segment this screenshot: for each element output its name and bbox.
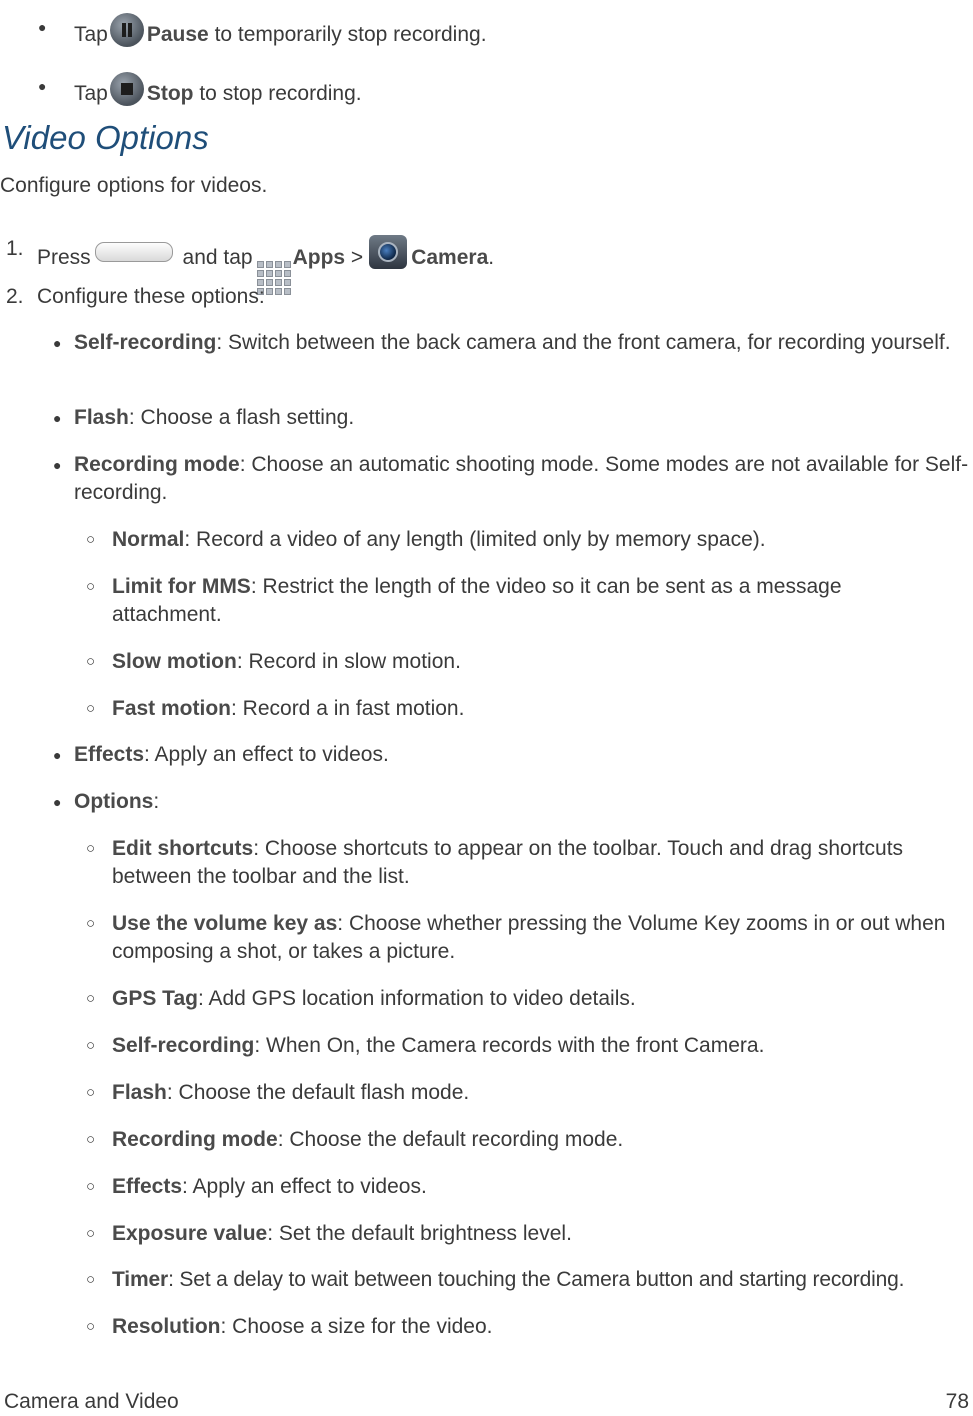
mode-description: : Record a in fast motion. [231, 697, 465, 720]
sub-option-term: Use the volume key as [112, 912, 338, 935]
option-term: Recording mode [74, 453, 240, 476]
option-description: : Choose a flash setting. [128, 406, 355, 429]
option-term: Self-recording [74, 331, 217, 354]
mode-description: : Record a video of any length (limited only by memory space). [184, 528, 766, 551]
section-title: Video Options [2, 119, 209, 156]
circle-bullet: ○ [86, 653, 96, 670]
circle-bullet: ○ [86, 1318, 96, 1335]
sub-option-term: Timer [112, 1268, 169, 1291]
mode-limit-mms [112, 573, 882, 629]
tap-text: Tap [74, 82, 108, 105]
mode-description: : Restrict the length of the video so it can be sent as a message attachment. [112, 575, 842, 626]
option-effects [74, 741, 389, 769]
bullet-dot: ● [38, 19, 47, 35]
press-text: Press [37, 246, 91, 269]
circle-bullet: ○ [86, 700, 96, 717]
sub-option-resolution [112, 1313, 493, 1341]
mode-term: Normal [112, 528, 185, 551]
tap-text: Tap [74, 23, 108, 46]
option-description: : [153, 790, 160, 813]
sub-option-description: : When On, the Camera records with the front Camera. [254, 1034, 765, 1057]
circle-bullet: ○ [86, 1037, 96, 1054]
sub-option-term: GPS Tag [112, 987, 198, 1010]
sub-option-self-recording [112, 1032, 764, 1060]
circle-bullet: ○ [86, 578, 96, 595]
mode-term: Limit for MMS [112, 575, 251, 598]
page-number: 78 [945, 1390, 969, 1413]
stop-label: Stop [146, 82, 194, 105]
mode-description: : Record in slow motion. [236, 650, 461, 673]
mode-term: Slow motion [112, 650, 237, 673]
mode-normal [112, 526, 766, 554]
pause-icon [110, 13, 144, 47]
sub-option-timer [112, 1266, 904, 1294]
mode-slow-motion [112, 648, 461, 676]
sub-option-term: Self-recording [112, 1034, 255, 1057]
stop-instruction [74, 72, 362, 108]
circle-bullet: ○ [86, 531, 96, 548]
mode-fast-motion [112, 695, 464, 723]
sub-option-exposure-value [112, 1220, 572, 1248]
sub-option-description: : Choose the default recording mode. [277, 1128, 624, 1151]
option-recording-mode [74, 451, 969, 507]
circle-bullet: ○ [86, 1084, 96, 1101]
pause-label: Pause [146, 23, 209, 46]
and-tap-text: and tap [176, 246, 253, 269]
circle-bullet: ○ [86, 1271, 96, 1288]
bullet-dot: ● [53, 794, 62, 810]
option-term: Options [74, 790, 154, 813]
option-flash [74, 404, 354, 432]
step-2: Configure these options: [37, 285, 265, 308]
bullet-dot: ● [53, 335, 62, 351]
sub-option-term: Effects [112, 1175, 183, 1198]
bullet-dot: ● [38, 78, 47, 94]
step-number-2: 2. [6, 285, 24, 308]
mode-term: Fast motion [112, 697, 231, 720]
bullet-dot: ● [53, 457, 62, 473]
option-term: Flash [74, 406, 129, 429]
option-term: Effects [74, 743, 145, 766]
sub-option-edit-shortcuts [112, 835, 962, 891]
sub-option-description: : Choose whether pressing the Volume Key zooms in or out when composing a shot, or takes a picture. [112, 912, 946, 963]
footer-section-name: Camera and Video [4, 1390, 179, 1413]
circle-bullet: ○ [86, 915, 96, 932]
sub-option-description: : Add GPS location information to video details. [197, 987, 636, 1010]
option-description: : Apply an effect to videos. [144, 743, 389, 766]
sub-option-flash [112, 1079, 469, 1107]
period: . [488, 246, 495, 269]
sub-option-description: : Set a delay to wait between touching the Camera button and starting recording. [168, 1268, 905, 1291]
circle-bullet: ○ [86, 990, 96, 1007]
stop-description: to stop recording. [193, 82, 362, 105]
sub-option-description: : Set the default brightness level. [267, 1222, 572, 1245]
sub-option-term: Resolution [112, 1315, 221, 1338]
circle-bullet: ○ [86, 1178, 96, 1195]
home-key-icon [95, 242, 173, 262]
sub-option-gps-tag [112, 985, 636, 1013]
option-options [74, 788, 159, 816]
sub-option-description: : Choose shortcuts to appear on the toolbar. Touch and drag shortcuts between the toolbar and the list. [112, 837, 904, 888]
step-number-1: 1. [6, 237, 24, 260]
apps-label: Apps [292, 246, 346, 269]
pause-description: to temporarily stop recording. [208, 23, 487, 46]
sub-option-term: Exposure value [112, 1222, 268, 1245]
option-description: : Switch between the back camera and the front camera, for recording yourself. [216, 331, 951, 354]
option-description: : Choose an automatic shooting mode. Some modes are not available for Self-recording. [74, 453, 969, 504]
circle-bullet: ○ [86, 1131, 96, 1148]
camera-label: Camera [411, 246, 489, 269]
bullet-dot: ● [53, 410, 62, 426]
sub-option-term: Edit shortcuts [112, 837, 254, 860]
sub-option-description: : Choose a size for the video. [220, 1315, 493, 1338]
stop-icon [110, 72, 144, 106]
sub-option-term: Recording mode [112, 1128, 278, 1151]
sub-option-recording-mode [112, 1126, 623, 1154]
pause-instruction [74, 13, 487, 49]
section-intro: Configure options for videos. [0, 174, 268, 197]
circle-bullet: ○ [86, 1225, 96, 1242]
sub-option-effects [112, 1173, 427, 1201]
sub-option-description: : Apply an effect to videos. [182, 1175, 427, 1198]
circle-bullet: ○ [86, 840, 96, 857]
sub-option-volume-key [112, 910, 952, 966]
option-self-recording [74, 329, 954, 357]
sub-option-term: Flash [112, 1081, 167, 1104]
bullet-dot: ● [53, 747, 62, 763]
separator: > [345, 246, 364, 269]
sub-option-description: : Choose the default flash mode. [166, 1081, 470, 1104]
camera-icon [369, 235, 407, 269]
